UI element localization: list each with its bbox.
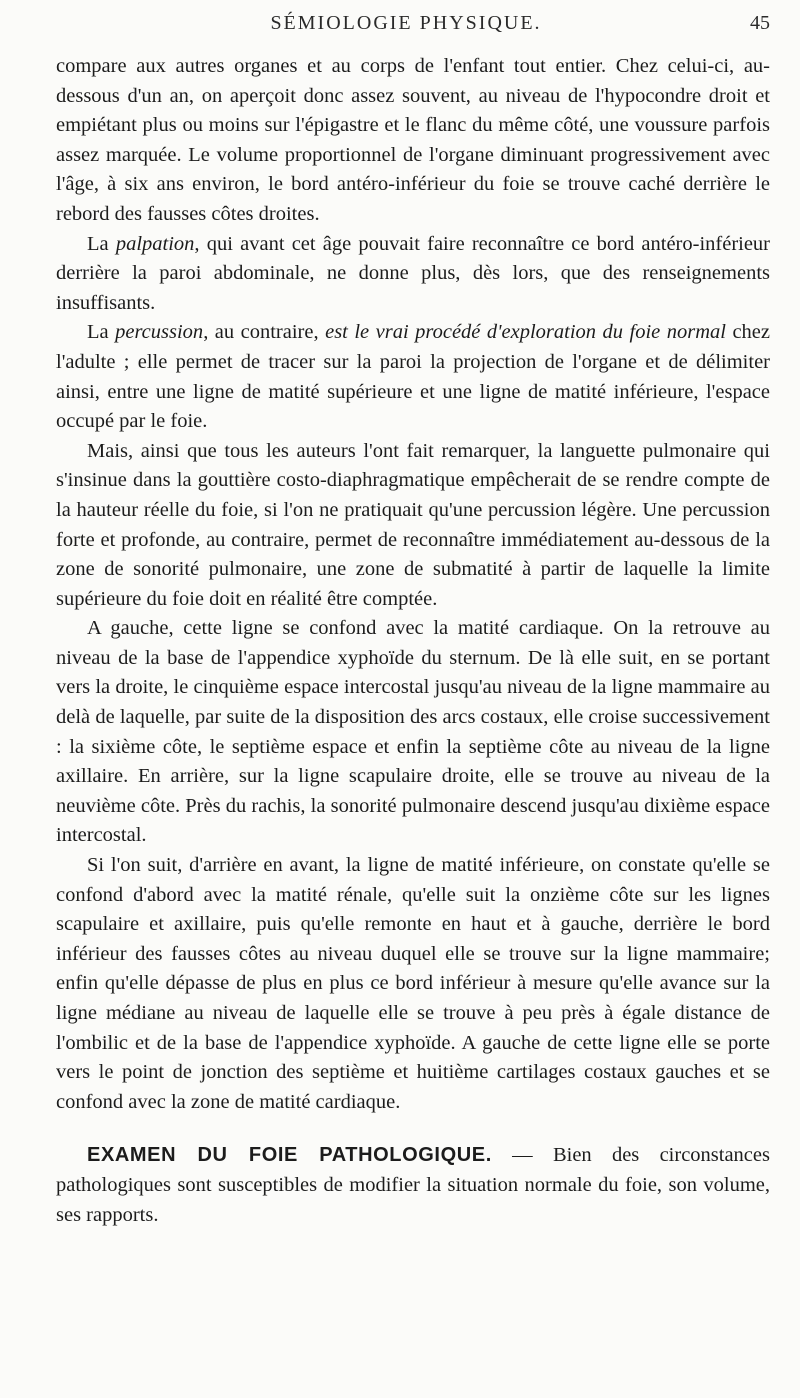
paragraph-languette: Mais, ainsi que tous les auteurs l'ont fait remarquer, la languette pulmonaire qui s'insinue dans la gouttière costo-diaphragmatique empêcherait de se rendre compte de la hauteur réelle du foie, si l'on ne pratiquait qu'une percussion légère. Une percussion forte et profonde, au contraire, permet de reconnaître immédiatement au-dessous de la zone de sonorité pulmonaire, une zone de submatité à partir de laquelle la limite supérieure du foie doit en réalité être comptée. bbox=[56, 439, 770, 610]
page-number: 45 bbox=[750, 12, 770, 34]
paragraph-continued: compare aux autres organes et au corps de l'enfant tout entier. Chez celui-ci, au-dessous d'un an, on aperçoit donc assez souvent, au niveau de l'hypocondre droit et empiétant plus ou moins sur l'épigastre et le flanc du même côté, une voussure parfois assez marquée. Le volume proportionnel de l'organe diminuant progressivement avec l'âge, à six ans environ, le bord antéro-inférieur du foie se trouve caché derrière le rebord des fausses côtes droites. bbox=[56, 55, 770, 225]
section-heading: EXAMEN DU FOIE PATHOLOGIQUE. bbox=[87, 1144, 492, 1167]
percussion-emphasis: est le vrai procédé d'exploration du foie normal bbox=[325, 321, 726, 344]
body-text bbox=[56, 52, 770, 1230]
running-title: SÉMIOLOGIE PHYSIQUE. bbox=[270, 12, 542, 34]
paragraph-palpation bbox=[56, 230, 770, 319]
palpation-text: , qui avant cet âge pouvait faire reconnaître ce bord antéro-inférieur derrière la paroi abdominale, ne donne plus, dès lors, que des renseignements insuffisants. bbox=[56, 232, 771, 314]
percussion-middle: , au contraire, bbox=[203, 321, 326, 344]
paragraph-percussion bbox=[56, 318, 770, 436]
paragraph-upper-limit: A gauche, cette ligne se confond avec la matité cardiaque. On la retrouve au niveau de la base de l'appendice xyphoïde du sternum. De là elle suit, en se portant vers la droite, le cinquième espace intercostal jusqu'au niveau de la ligne mammaire au delà de laquelle, par suite de la disposition des arcs costaux, elle croise successivement : la sixième côte, le septième espace et enfin la septième côte au niveau de la ligne axillaire. En arrière, sur la ligne scapulaire droite, elle se trouve au niveau de la neuvième côte. Près du rachis, la sonorité pulmonaire descend jusqu'au dixième espace intercostal. bbox=[56, 617, 770, 847]
section-pathologic bbox=[56, 1141, 770, 1230]
palpation-term: palpation bbox=[115, 232, 195, 255]
palpation-lead: La bbox=[87, 232, 116, 255]
percussion-lead: La bbox=[87, 321, 116, 344]
paragraph-lower-limit: Si l'on suit, d'arrière en avant, la ligne de matité inférieure, on constate qu'elle se confond d'abord avec la matité rénale, qu'elle suit la onzième côte sur les lignes scapulaire et axillaire, puis qu'elle remonte en haut et à gauche, derrière le bord inférieur des fausses côtes au niveau duquel elle se trouve sur la ligne mammaire; enfin qu'elle dépasse de plus en plus ce bord inférieur à mesure qu'elle avance sur la ligne médiane au niveau de laquelle elle se trouve à peu près à égale distance de l'ombilic et de la base de l'appendice xyphoïde. A gauche de cette ligne elle se porte vers le point de jonction des septième et huitième cartilages costaux gauches et se confond avec la zone de matité cardiaque. bbox=[56, 854, 770, 1113]
percussion-term: percussion bbox=[115, 321, 204, 344]
percussion-text: chez l'adulte ; elle permet de tracer sur la paroi la projection de l'organe et de délimiter ainsi, entre une ligne de matité supérieure et une ligne de matité inférieure, l'espace occupé par le foie. bbox=[56, 321, 771, 433]
running-head bbox=[56, 12, 770, 42]
section-text: — Bien des circonstances pathologiques sont susceptibles de modifier la situation normale du foie, son volume, ses rapports. bbox=[56, 1144, 770, 1226]
